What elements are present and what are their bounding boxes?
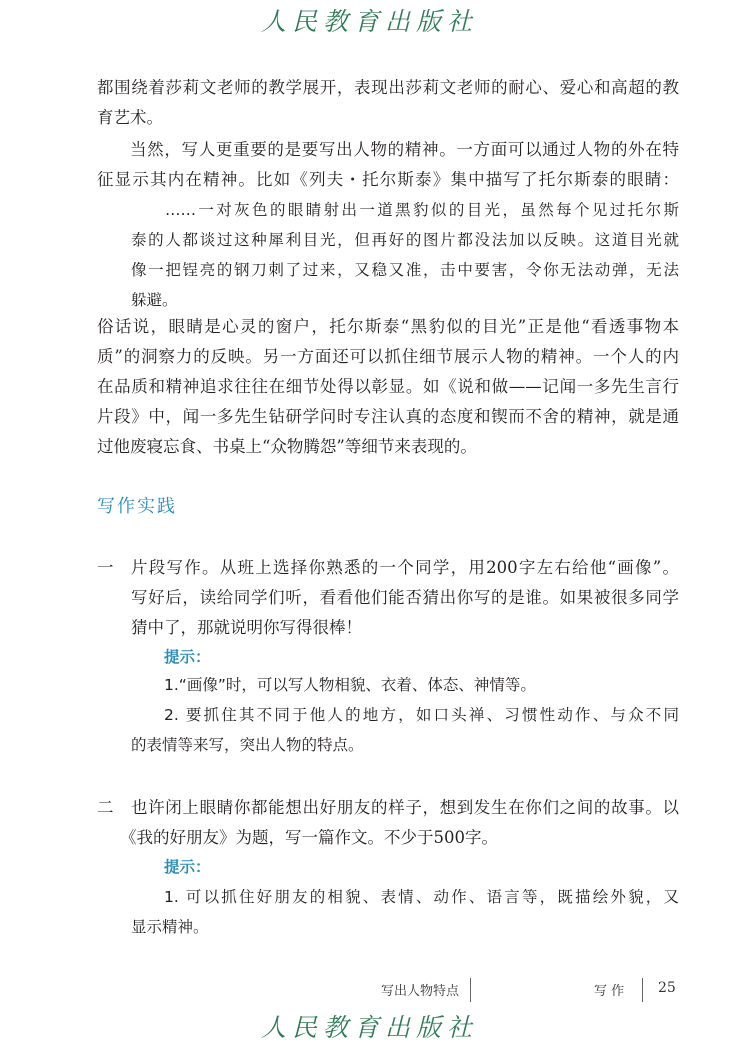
paragraph-3 [97,312,679,462]
paragraph-1 [97,73,679,133]
text-line: 在品质和精神追求往往在细节处得以彰显。如《说和做——记闻一多先生言行 [97,377,679,396]
exercise-2 [120,793,679,853]
text-line: 猜中了，那就说明你写得很棒！ [131,618,362,637]
text-line: 片段》中，闻一多先生钻研学问时专注认真的态度和锲而不舍的精神，就是通 [97,407,679,426]
exercise-number: 二 [97,798,114,817]
footer-unit: 写 作 [594,984,625,999]
tip-line: 显示精神。 [131,918,209,936]
footer-divider [470,978,471,1002]
text-line: 《我的好朋友》为题，写一篇作文。不少于500字。 [120,828,498,847]
text-line: 片段写作。从班上选择你熟悉的一个同学，用200字左右给他“画像”。 [131,558,679,577]
tip-line: 1.“画像”时，可以写人物相貌、衣着、体态、神情等。 [164,676,536,694]
quote-line: 泰的人都谈过这种犀利目光，但再好的图片都没法加以反映。这道目光就 [131,231,679,249]
paragraph-2 [97,135,679,195]
text-line: 写好后，读给同学们听，看看他们能否猜出你写的是谁。如果被很多同学 [131,588,679,607]
quote-line: ……一对灰色的眼睛射出一道黑豹似的目光，虽然每个见过托尔斯 [165,201,679,219]
section-heading: 写作实践 [97,496,177,517]
text-line: 质”的洞察力的反映。另一方面还可以抓住细节展示人物的精神。一个人的内 [97,347,679,366]
text-line: 征显示其内在精神。比如《列夫・托尔斯泰》集中描写了托尔斯泰的眼睛： [97,170,679,189]
page-number: 25 [658,980,676,996]
text-line: 也许闭上眼睛你都能想出好朋友的样子，想到发生在你们之间的故事。以 [131,798,679,817]
text-line: 都围绕着莎莉文老师的教学展开，表现出莎莉文老师的耐心、爱心和高超的教 [97,78,679,97]
tip-line: 的表情等来写，突出人物的特点。 [131,736,364,754]
tip-line: 2. 要抓住其不同于他人的地方，如口头禅、习惯性动作、与众不同 [164,706,679,724]
quote-line: 像一把锃亮的钢刀刺了过来，又稳又准，击中要害，令你无法动弹，无法 [131,261,679,279]
exercise-2-tips [131,882,679,942]
exercise-1-tips [131,670,679,760]
tip-line: 1. 可以抓住好朋友的相貌、表情、动作、语言等，既描绘外貌，又 [164,888,679,906]
text-line: 当然，写人更重要的是要写出人物的精神。一方面可以通过人物的外在特 [130,140,679,159]
footer-divider [642,978,643,1002]
exercise-number: 一 [97,558,114,577]
text-line: 过他废寝忘食、书桌上“众物腾怨”等细节来表现的。 [97,437,477,456]
exercise-1 [131,553,679,643]
quote-line: 躲避。 [131,291,178,309]
publisher-logo-bottom: 人民教育出版社 [260,1013,478,1042]
text-line: 育艺术。 [97,108,163,127]
quote-block [131,195,679,315]
publisher-logo-top: 人民教育出版社 [260,7,478,36]
tip-label: 提示： [164,648,211,666]
text-line: 俗话说，眼睛是心灵的窗户，托尔斯泰“黑豹似的目光”正是他“看透事物本 [97,317,679,336]
tip-label: 提示： [164,858,211,876]
footer-lesson-title: 写出人物特点 [380,984,459,999]
